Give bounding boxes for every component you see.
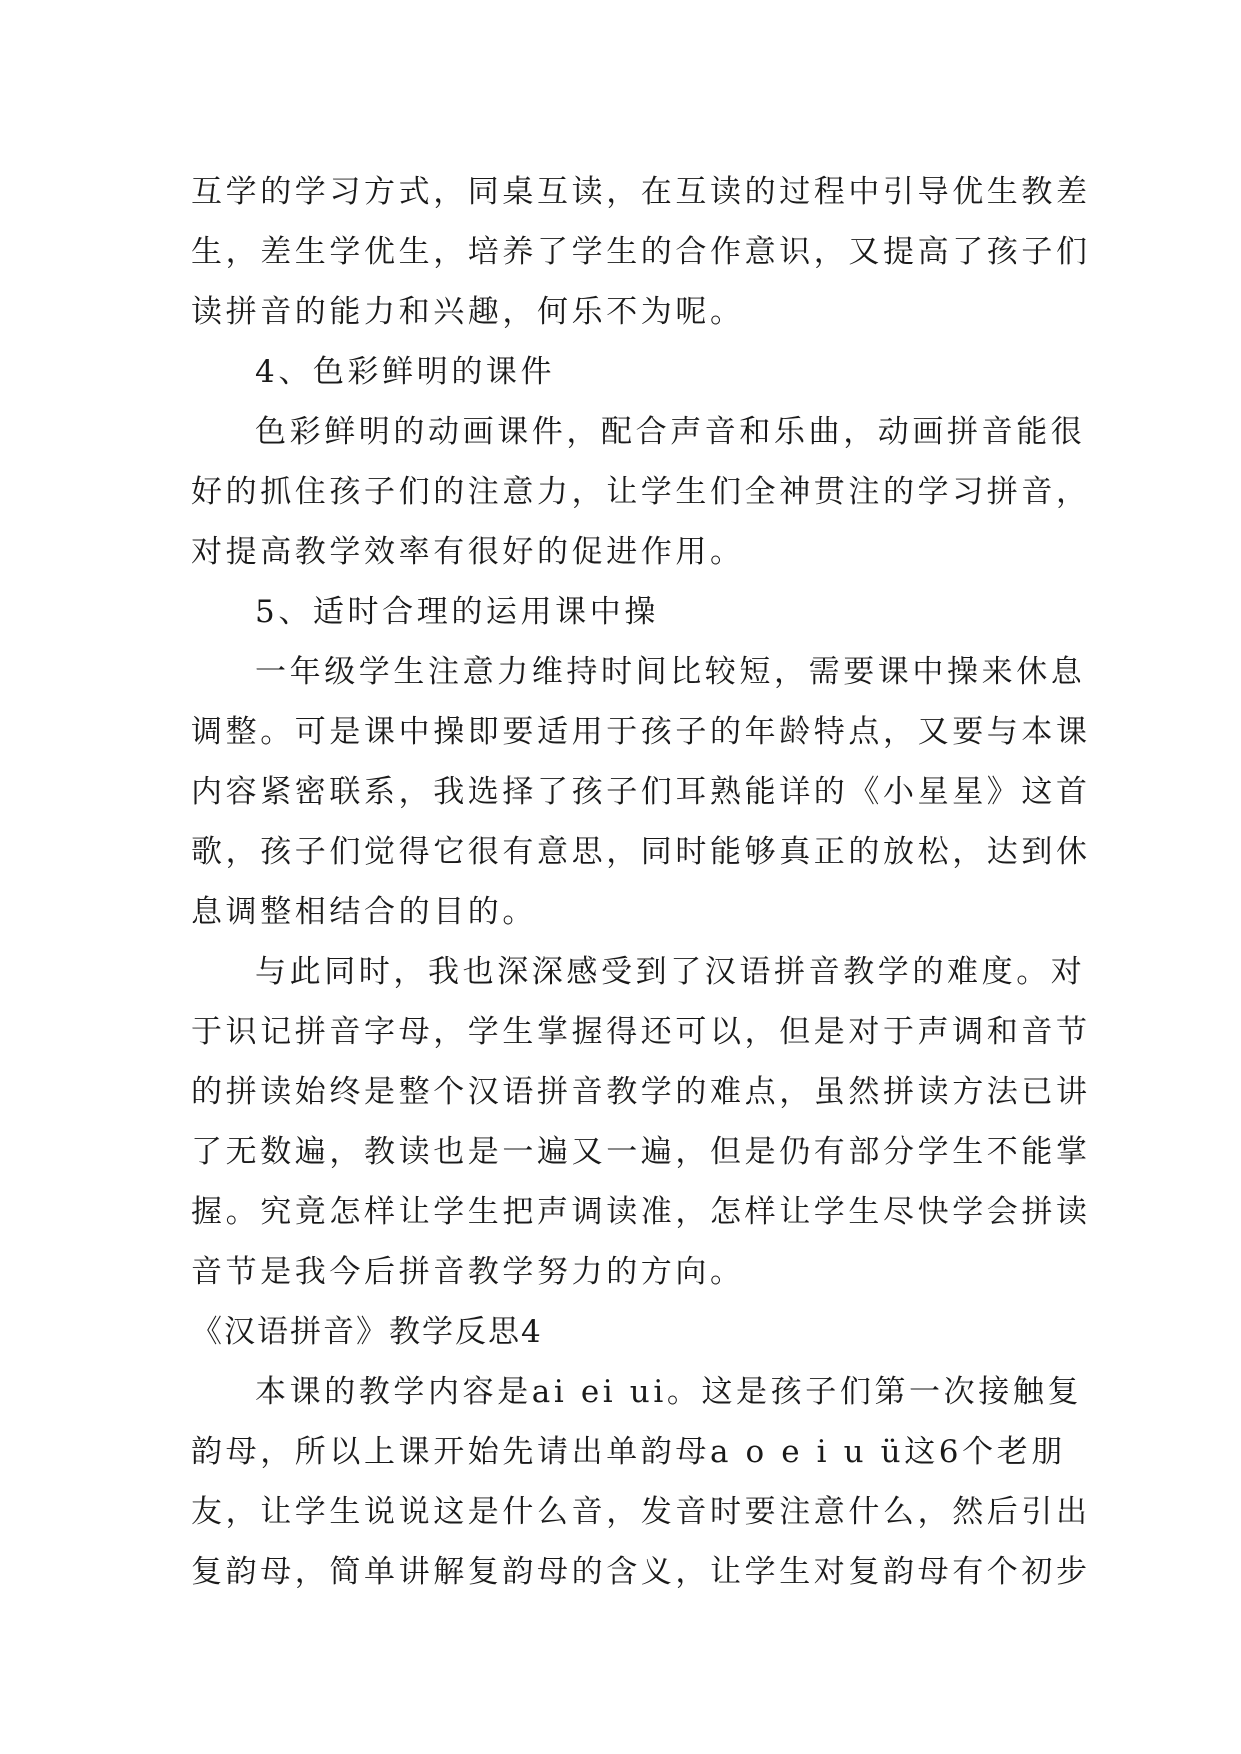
text-line: 息调整相结合的目的。 xyxy=(191,894,537,930)
text-line: 对提高教学效率有很好的促进作用。 xyxy=(191,534,745,570)
text-line: 内容紧密联系，我选择了孩子们耳熟能详的《小星星》这首 xyxy=(191,774,1091,810)
text-line: 调整。可是课中操即要适用于孩子的年龄特点，又要与本课 xyxy=(191,714,1091,750)
paragraph-start: 一年级学生注意力维持时间比较短，需要课中操来休息 xyxy=(255,654,1086,690)
text-line: 的拼读始终是整个汉语拼音教学的难点，虽然拼读方法已讲 xyxy=(191,1074,1091,1110)
text-line: 友，让学生说说这是什么音，发音时要注意什么，然后引出 xyxy=(191,1494,1091,1530)
text-line: 音节是我今后拼音教学努力的方向。 xyxy=(191,1254,745,1290)
document-page xyxy=(191,162,1091,1602)
document-title-heading: 《汉语拼音》教学反思4 xyxy=(191,1314,543,1350)
paragraph-start: 与此同时，我也深深感受到了汉语拼音教学的难度。对 xyxy=(255,954,1086,990)
section-heading: 4、色彩鲜明的课件 xyxy=(255,354,556,390)
text-line: 了无数遍，教读也是一遍又一遍，但是仍有部分学生不能掌 xyxy=(191,1134,1091,1170)
text-line: 复韵母，简单讲解复韵母的含义，让学生对复韵母有个初步 xyxy=(191,1554,1091,1590)
paragraph-start: 色彩鲜明的动画课件，配合声音和乐曲，动画拼音能很 xyxy=(255,414,1086,450)
paragraph-start: 本课的教学内容是ai ei ui。这是孩子们第一次接触复 xyxy=(255,1374,1083,1410)
text-line: 握。究竟怎样让学生把声调读准，怎样让学生尽快学会拼读 xyxy=(191,1194,1091,1230)
text-line: 于识记拼音字母，学生掌握得还可以，但是对于声调和音节 xyxy=(191,1014,1091,1050)
text-line: 韵母，所以上课开始先请出单韵母a o e i u ü这6个老朋 xyxy=(191,1434,1066,1470)
section-heading: 5、适时合理的运用课中操 xyxy=(255,594,659,630)
text-line: 互学的学习方式，同桌互读，在互读的过程中引导优生教差 xyxy=(191,174,1091,210)
text-line: 歌，孩子们觉得它很有意思，同时能够真正的放松，达到休 xyxy=(191,834,1091,870)
text-line: 生，差生学优生，培养了学生的合作意识，又提高了孩子们 xyxy=(191,234,1091,270)
text-line: 读拼音的能力和兴趣，何乐不为呢。 xyxy=(191,294,745,330)
text-line: 好的抓住孩子们的注意力，让学生们全神贯注的学习拼音， xyxy=(191,474,1091,510)
